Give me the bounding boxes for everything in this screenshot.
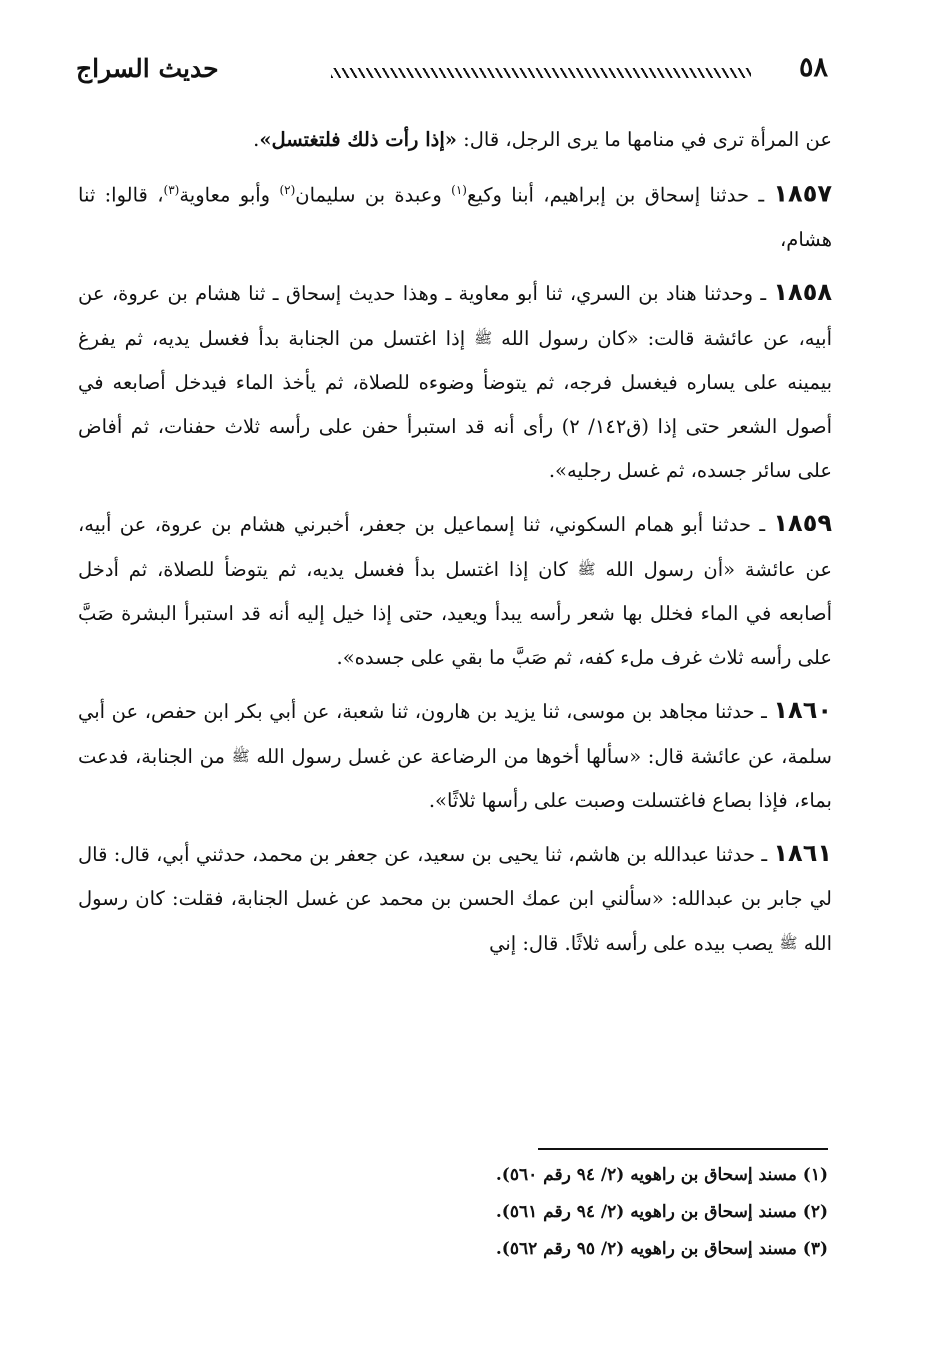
honorific-glyph: ﷺ <box>474 328 493 347</box>
paragraph-text: ـ حدثنا عبدالله بن هاشم، ثنا يحيى بن سعيد، عن جعفر بن محمد، حدثني أبي، قال: قال لي جابر بن عبدالله: «سألني ابن عمك الحسن بن محمد عن غسل الجنابة، فقلت: كان رسول الله <box>78 842 832 955</box>
paragraph-text: وأبو معاوية <box>179 183 280 207</box>
page-number: ٥٨ <box>798 52 828 83</box>
hadith-1860 <box>78 688 832 823</box>
footnote-separator <box>538 1148 828 1150</box>
footnote-ref: (١) <box>451 183 467 197</box>
paragraph-text: عن المرأة ترى في منامها ما يرى الرجل، قال: <box>456 128 832 151</box>
hadith-number: ١٨٦٠ <box>773 695 832 724</box>
honorific-glyph: ﷺ <box>779 933 798 952</box>
main-text <box>78 118 832 974</box>
book-title: حديث السراج <box>76 54 219 83</box>
paragraph-text: ـ حدثنا أبو همام السكوني، ثنا إسماعيل بن جعفر، أخبرني هشام بن عروة، عن أبيه، عن عائشة «أن رسول الله <box>78 512 832 581</box>
paragraph-text: إذا اغتسل من الجنابة بدأ فغسل يديه، ثم يفرغ بيمينه على يساره فيغسل فرجه، ثم يتوضأ وضوءه للصلاة، ثم يأخذ الماء فيدخل أصابعه في أصول الشعر حتى إذا (ق١٤٢/ ٢) رأى أنه قد استبرأ حفن على رأسه ثلاث حفنات، ثم أفاض على سائر جسده، ثم غسل رجليه». <box>78 326 832 482</box>
header-decorative-rule <box>331 68 751 78</box>
hadith-1861 <box>78 831 832 966</box>
paragraph-text: من الجنابة، فدعت بماء، فإذا بصاع فاغتسلت وصبت على رأسها ثلاثًا». <box>78 744 832 812</box>
footnote-1: (١) مسند إسحاق بن راهويه (٢/ ٩٤ رقم ٥٦٠). <box>495 1165 828 1185</box>
hadith-1859 <box>78 501 832 680</box>
footnote-2: (٢) مسند إسحاق بن راهويه (٢/ ٩٤ رقم ٥٦١). <box>495 1202 828 1222</box>
honorific-glyph: ﷺ <box>577 559 596 578</box>
hadith-1858 <box>78 270 832 493</box>
paragraph-text: وعبدة بن سليمان <box>295 183 452 207</box>
paragraph-text: . <box>253 128 260 151</box>
quoted-text: «إذا رأت ذلك فلتغتسل» <box>259 128 457 151</box>
paragraph-continuation <box>78 118 832 162</box>
paragraph-text: كان إذا اغتسل بدأ فغسل يديه، ثم يتوضأ للصلاة، ثم أدخل أصابعه في الماء فخلل بها شعر رأسه يبدأ ويعيد، حتى إذا خيل إليه أنه قد استبرأ البشرة صَبَّ على رأسه ثلاث غرف ملء كفه، ثم صَبَّ ما بقي على جسده». <box>78 557 832 669</box>
hadith-1857 <box>78 168 832 262</box>
paragraph-text: ـ حدثنا مجاهد بن موسى، ثنا يزيد بن هارون، ثنا شعبة، عن أبي بكر ابن حفص، عن أبي سلمة، عن عائشة قال: «سألها أخوها من الرضاعة عن غسل رسول الله <box>78 699 832 768</box>
footnotes <box>300 1157 828 1268</box>
paragraph-text: يصب بيده على رأسه ثلاثًا. قال: إني <box>489 931 780 955</box>
hadith-number: ١٨٥٨ <box>773 277 832 306</box>
footnote-ref: (٢) <box>279 183 296 197</box>
running-header <box>76 52 828 92</box>
hadith-number: ١٨٥٧ <box>773 179 832 208</box>
paragraph-text: ، قالوا: ثنا هشام، <box>78 183 832 251</box>
hadith-number: ١٨٥٩ <box>773 508 832 537</box>
footnote-ref: (٣) <box>163 183 180 197</box>
honorific-glyph: ﷺ <box>231 746 250 765</box>
footnote-3: (٣) مسند إسحاق بن راهويه (٢/ ٩٥ رقم ٥٦٢). <box>495 1239 828 1259</box>
hadith-number: ١٨٦١ <box>773 838 832 867</box>
paragraph-text: ـ وحدثنا هناد بن السري، ثنا أبو معاوية ـ وهذا حديث إسحاق ـ ثنا هشام بن عروة، عن أبيه، عن عائشة قالت: «كان رسول الله <box>78 281 832 350</box>
paragraph-text: ـ حدثنا إسحاق بن إبراهيم، أبنا وكيع <box>466 183 774 207</box>
